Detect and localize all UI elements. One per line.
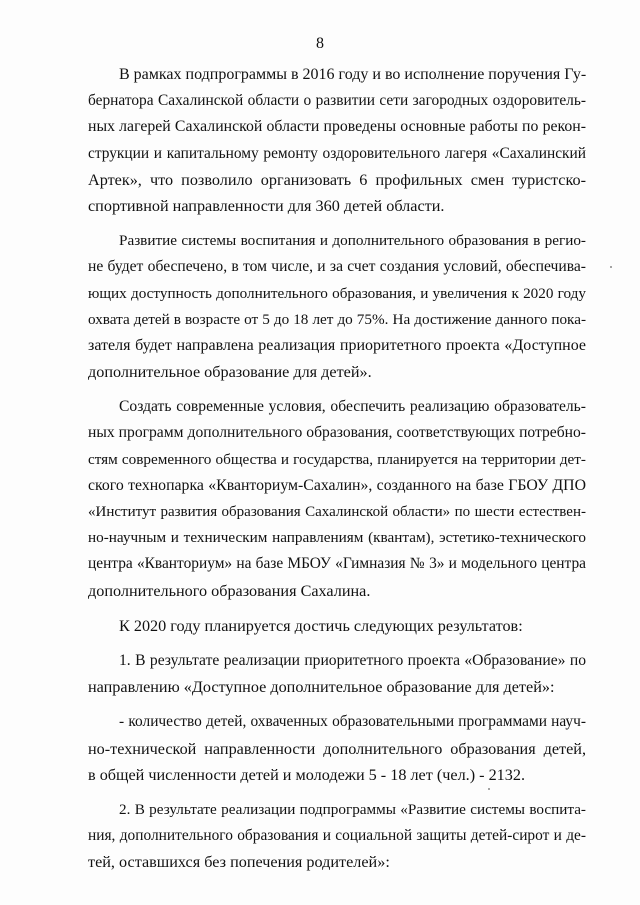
- paragraph-4: [88, 613, 586, 639]
- text-line: ния, дополнительного образования и социальной защиты детей-сирот и де-: [88, 827, 586, 845]
- text-line: 1. В результате реализации приоритетного проекта «Образование» по: [119, 651, 586, 669]
- text-line: К 2020 году планируется достичь следующих результатов:: [119, 616, 523, 635]
- paragraph-5: [88, 648, 586, 700]
- text-line: тей, оставшихся без попечения родителей»:: [88, 853, 390, 872]
- text-line: «Институт развития образования Сахалинской области» по шести естествен-: [88, 504, 586, 520]
- text-line: стям современного общества и государства, планируется на территории дет-: [88, 450, 586, 468]
- page-number: 8: [316, 35, 324, 52]
- text-line: Развитие системы воспитания и дополнительного образования в регио-: [119, 232, 586, 250]
- text-line: ных лагерей Сахалинской области проведены основные работы по рекон-: [88, 118, 586, 136]
- text-line: спортивной направленности для 360 детей области.: [88, 196, 445, 215]
- paragraph-1: [88, 62, 586, 219]
- text-line: дополнительное образование для детей».: [88, 363, 372, 382]
- text-line: не будет обеспечено, в том числе, и за счет создания условий, обеспечива-: [88, 258, 586, 276]
- text-line: бернатора Сахалинской области о развитии сети загородных оздоровитель-: [88, 92, 586, 110]
- paragraph-3: [88, 394, 586, 604]
- text-line: - количество детей, охваченных образовательными программами науч-: [119, 713, 586, 731]
- text-line: охвата детей в возрасте от 5 до 18 лет до 75%. На достижение данного пока-: [88, 310, 586, 328]
- text-line: В рамках подпрограммы в 2016 году и во исполнение поручения Гу-: [119, 66, 587, 83]
- text-line: 2. В результате реализации подпрограммы «Развитие системы воспита-: [119, 800, 586, 818]
- text-line: но-научным и техническим направлениям (квантам), эстетико-технического: [88, 529, 586, 547]
- text-line: в общей численности детей и молодежи 5 - 18 лет (чел.) - 2132.: [88, 765, 525, 784]
- paragraph-7: [88, 797, 586, 876]
- text-line: ского технопарка «Кванториум-Сахалин», созданного на базе ГБОУ ДПО: [88, 476, 586, 494]
- text-line: Создать современные условия, обеспечить реализацию образователь-: [119, 398, 586, 416]
- scan-speck: [488, 788, 490, 790]
- text-line: направлению «Доступное дополнительное образование для детей»:: [88, 678, 555, 697]
- scan-speck: [610, 266, 612, 268]
- text-line: струкции и капитальному ремонту оздоровительного лагеря «Сахалинский: [88, 144, 586, 162]
- text-line: ных программ дополнительного образования, соответствующих потребно-: [88, 424, 586, 442]
- text-line: зателя будет направлена реализация приоритетного проекта «Доступное: [88, 336, 586, 354]
- text-line: ющих доступность дополнительного образования, и увеличения к 2020 году: [88, 284, 586, 302]
- text-line: дополнительного образования Сахалина.: [88, 581, 371, 600]
- document-body: [88, 62, 586, 875]
- paragraph-2: [88, 228, 586, 385]
- paragraph-6: [88, 709, 586, 788]
- text-line: Артек», что позволило организовать 6 профильных смен туристско-: [88, 170, 586, 189]
- text-line: центра «Кванториум» на базе МБОУ «Гимназия № 3» и модельного центра: [88, 555, 586, 573]
- text-line: но-технической направленности дополнительного образования детей,: [88, 739, 586, 758]
